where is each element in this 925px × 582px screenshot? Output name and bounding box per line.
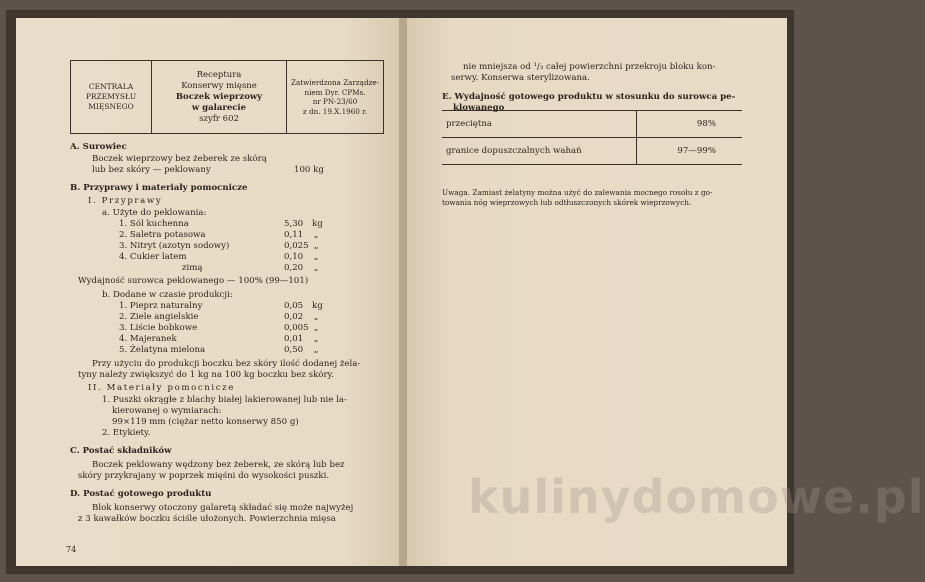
yield-value: 97—99% — [677, 146, 716, 156]
ingredient-unit: „ — [314, 312, 319, 322]
ingredient-qty: 0,01 — [284, 334, 304, 344]
header-recipe — [152, 61, 287, 133]
header-org-line: CENTRALA — [88, 82, 134, 91]
ingredient-unit: kg — [312, 301, 323, 311]
book-gutter — [399, 18, 407, 566]
amount: 100 kg — [294, 165, 324, 175]
recipe-header-table — [70, 60, 384, 134]
section-e-heading: klowanego — [453, 103, 505, 113]
ingredient-name: 3. Liście bobkowe — [119, 323, 198, 333]
ingredient-qty: 0,05 — [284, 301, 304, 311]
header-approval-line: niem Dyr. CPMs. — [304, 87, 366, 97]
ingredient-qty: 0,20 — [284, 263, 304, 273]
subsection-heading: I. Przyprawy — [88, 196, 163, 206]
section-d-heading: D. Postać gotowego produktu — [70, 489, 212, 499]
ingredient-qty: 0,02 — [284, 312, 304, 322]
note-block — [442, 188, 748, 208]
header-recipe-line: Konserwy mięsne — [181, 80, 257, 91]
header-approval — [287, 61, 383, 133]
text-line: kierowanej o wymiarach: — [112, 406, 222, 416]
header-org-line: MIĘSNEGO — [88, 102, 134, 111]
ingredient-unit: „ — [314, 345, 319, 355]
section-c-heading: C. Postać składników — [70, 446, 172, 456]
text-line: lub bez skóry — peklowany — [92, 165, 211, 175]
ingredient-qty: 0,11 — [284, 230, 304, 240]
note-line: towania nóg wieprzowych lub odtłuszczonych skórek wieprzowych. — [442, 198, 692, 207]
header-approval-line: Zatwierdzona Zarządze- — [290, 78, 380, 87]
header-org-line: PRZEMYSŁU — [85, 92, 137, 101]
ingredient-qty: 0,10 — [284, 252, 304, 262]
text-line: Boczek peklowany wędzony bez żeberek, ze skórą lub bez — [92, 460, 345, 470]
section-e-heading: E. Wydajność gotowego produktu w stosunku do surowca pe- — [442, 92, 736, 102]
text-line: nie mniejsza od ¹/₃ całej powierzchni przekroju bloku kon- — [463, 62, 716, 72]
text-line: skóry przykrajany w poprzek mięśni do wysokości puszki. — [78, 471, 330, 481]
text-line: serwy. Konserwa sterylizowana. — [451, 73, 590, 83]
section-a-heading: A. Surowiec — [70, 142, 127, 152]
left-page — [16, 18, 399, 566]
yield-label: granice dopuszczalnych wahań — [446, 146, 582, 156]
header-recipe-line: w galarecie — [191, 102, 247, 113]
ingredient-qty: 0,025 — [284, 241, 309, 251]
text-line: 2. Etykiety. — [102, 428, 151, 438]
page-number: 74 — [66, 545, 77, 554]
header-recipe-line: szyfr 602 — [199, 113, 239, 124]
ingredient-name: zimą — [182, 263, 203, 273]
yield-value: 98% — [696, 119, 716, 129]
header-approval-line: z dn. 19.X.1960 r. — [302, 106, 368, 116]
yield-label: przeciętna — [446, 119, 492, 129]
text-line: Przy użyciu do produkcji boczku bez skóry ilość dodanej żela- — [92, 359, 361, 369]
ingredient-name: 4. Cukier latem — [119, 252, 187, 262]
table-row — [442, 111, 742, 137]
text-line: 1. Puszki okrągłe z blachy białej lakierowanej lub nie la- — [102, 395, 347, 405]
ingredient-unit: kg — [312, 219, 323, 229]
note-line: Uwaga. Zamiast żelatyny można użyć do zalewania mocnego rosołu z go- — [442, 188, 713, 197]
table-divider — [636, 138, 637, 164]
ingredient-name: 3. Nitryt (azotyn sodowy) — [119, 241, 230, 251]
ingredient-unit: „ — [314, 241, 319, 251]
ingredient-unit: „ — [314, 334, 319, 344]
yield-table — [442, 110, 742, 165]
ingredient-unit: „ — [314, 230, 319, 240]
ingredient-qty: 0,005 — [284, 323, 309, 333]
header-approval-line: nr PN-23/60 — [312, 97, 358, 106]
subsection-heading: a. Użyte do peklowania: — [102, 208, 207, 218]
header-recipe-line: Receptura — [196, 69, 242, 80]
ingredient-qty: 5,30 — [284, 219, 304, 229]
ingredient-unit: „ — [314, 323, 319, 333]
ingredient-name: 1. Sól kuchenna — [119, 219, 189, 229]
ingredient-name: 4. Majeranek — [119, 334, 177, 344]
ingredient-qty: 0,50 — [284, 345, 304, 355]
ingredient-name: 2. Saletra potasowa — [119, 230, 206, 240]
ingredient-name: 2. Ziele angielskie — [119, 312, 199, 322]
ingredient-unit: „ — [314, 263, 319, 273]
text-line: Blok konserwy otoczony galaretą składać się może najwyżej — [92, 503, 354, 513]
text-line: 99×119 mm (ciężar netto konserwy 850 g) — [112, 417, 299, 427]
ingredient-unit: „ — [314, 252, 319, 262]
subsection-heading: b. Dodane w czasie produkcji: — [102, 290, 233, 300]
table-divider — [636, 111, 637, 137]
yield-line: Wydajność surowca peklowanego — 100% (99—101) — [78, 276, 309, 286]
header-org — [71, 61, 152, 133]
section-b-heading: B. Przyprawy i materiały pomocnicze — [70, 183, 248, 193]
text-line: Boczek wieprzowy bez żeberek ze skórą — [92, 154, 267, 164]
watermark: kulinydomowe.pl — [468, 470, 925, 524]
ingredient-name: 5. Żelatyna mielona — [119, 345, 206, 355]
table-row — [442, 137, 742, 164]
subsection-heading: II. Materiały pomocnicze — [88, 383, 235, 393]
header-recipe-line: Boczek wieprzowy — [175, 91, 263, 102]
text-line: tyny należy zwiększyć do 1 kg na 100 kg boczku bez skóry. — [78, 370, 334, 380]
ingredient-name: 1. Pieprz naturalny — [119, 301, 203, 311]
text-line: z 3 kawałków boczku ściśle ułożonych. Powierzchnia mięsa — [78, 514, 336, 524]
